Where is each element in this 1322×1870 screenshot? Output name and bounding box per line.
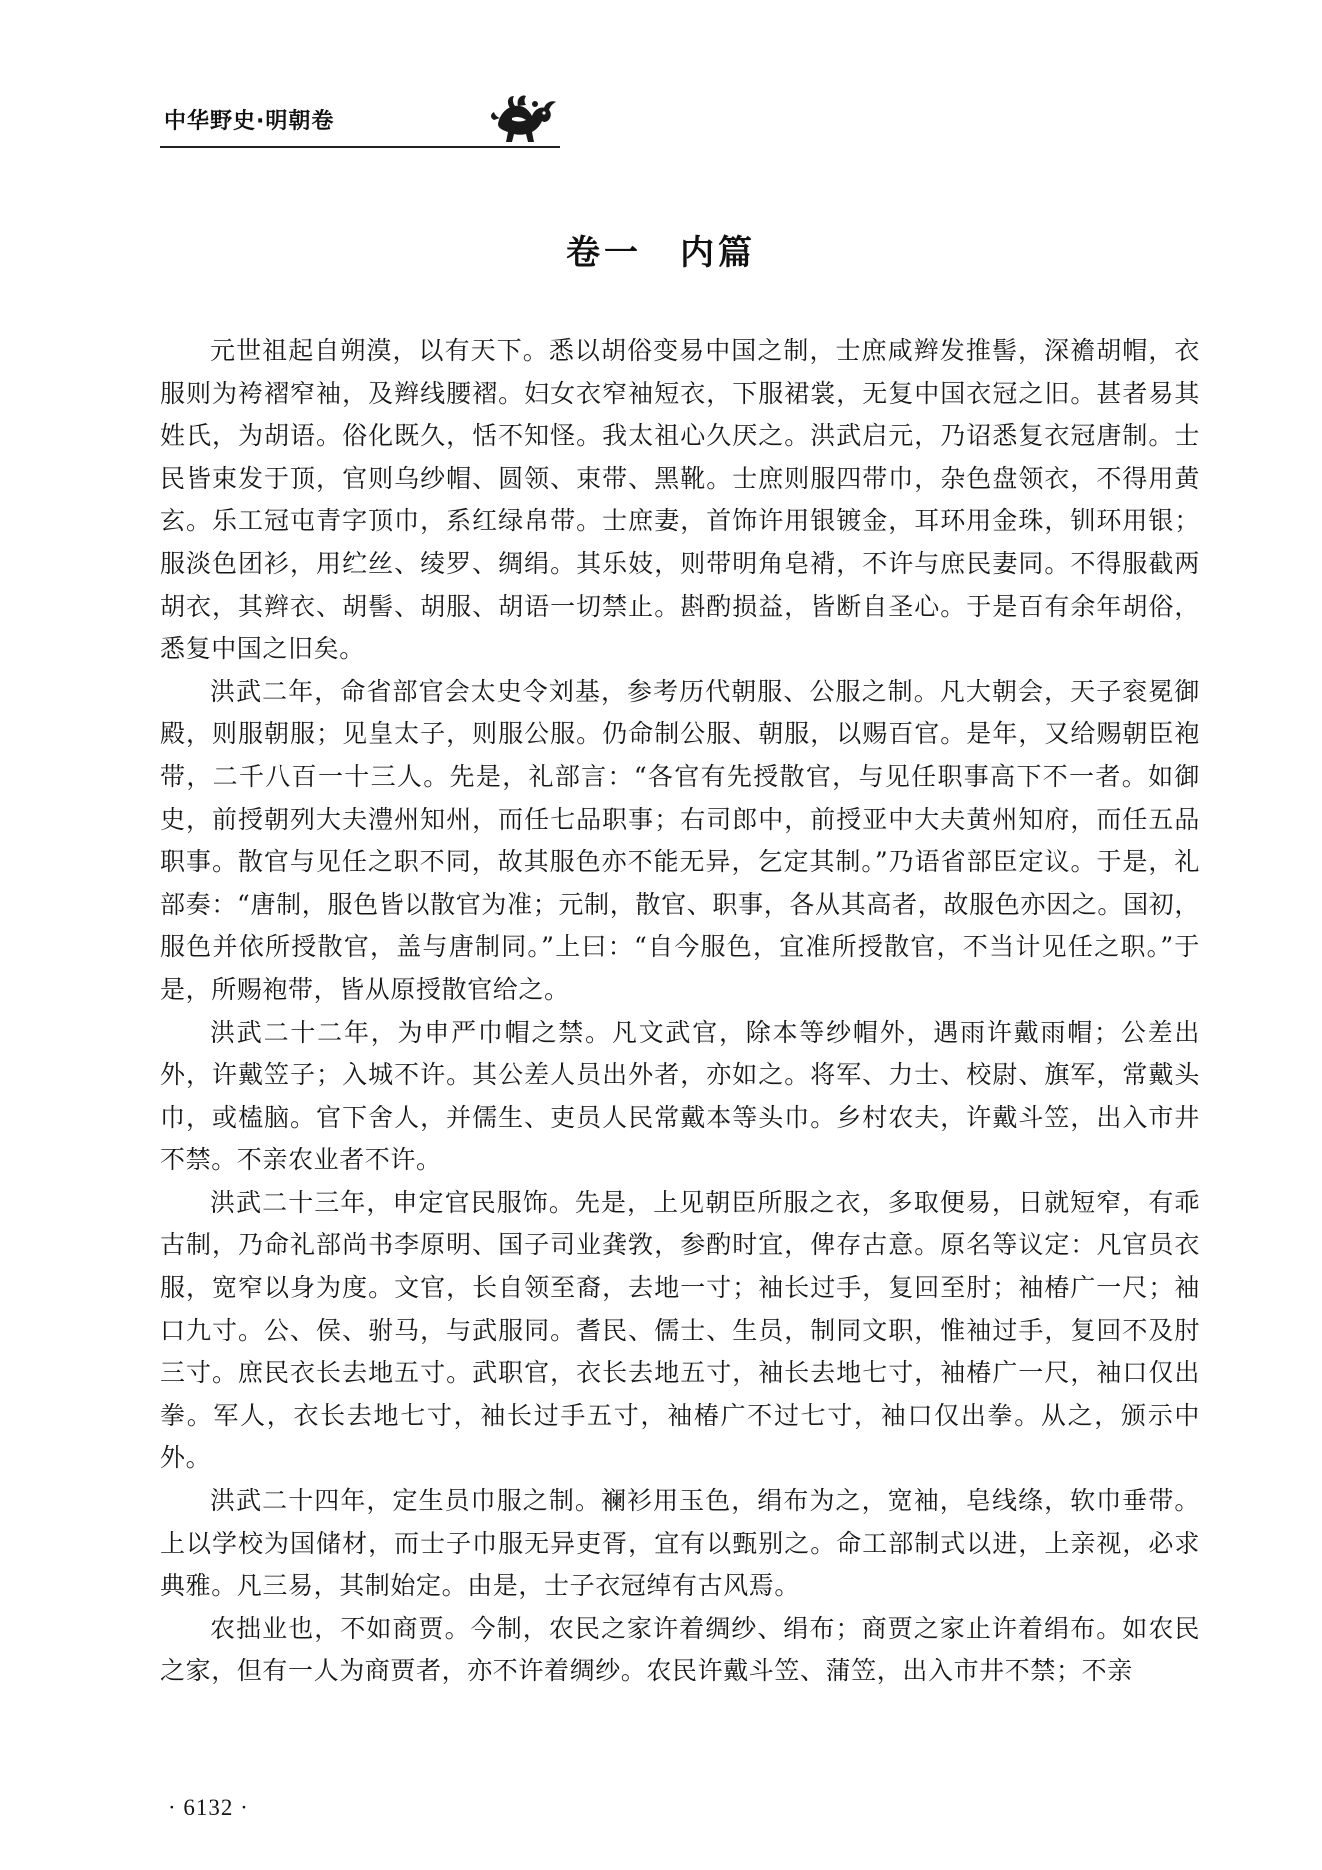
paragraph: 洪武二十二年，为申严巾帽之禁。凡文武官，除本等纱帽外，遇雨许戴雨帽；公差出外，许戴笠子；入城不许。其公差人员出外者，亦如之。将军、力士、校尉、旗军，常戴头巾，或榼脑。官下舍人，并儒生、吏员人民常戴本等头巾。乡村农夫，许戴斗笠，出入市井不禁。不亲农业者不许。: [160, 1017, 1200, 1175]
paragraph: 洪武二十四年，定生员巾服之制。襕衫用玉色，绢布为之，宽袖，皂线绦，软巾垂带。上以学校为国储材，而士子巾服无异吏胥，宜有以甄别之。命工部制式以进，上亲视，必求典雅。凡三易，其制始定。由是，士子衣冠绰有古风焉。: [160, 1486, 1200, 1601]
paragraph: 元世祖起自朔漠，以有天下。悉以胡俗变易中国之制，士庶咸辫发推髻，深襜胡帽，衣服则为袴褶窄袖，及辫线腰褶。妇女衣窄袖短衣，下服裙裳，无复中国衣冠之旧。甚者易其姓氏，为胡语。俗化既久，恬不知怪。我太祖心久厌之。洪武启元，乃诏悉复衣冠唐制。士民皆束发于顶，官则乌纱帽、圆领、束带、黑靴。士庶则服四带巾，杂色盘领衣，不得用黄玄。乐工冠屯青字顶巾，系红绿帛带。士庶妻，首饰许用银镀金，耳环用金珠，钏环用银；服淡色团衫，用纻丝、绫罗、绸绢。其乐妓，则带明角皂褙，不许与庶民妻同。不得服截两胡衣，其辫衣、胡髻、胡服、胡语一切禁止。斟酌损益，皆断自圣心。于是百有余年胡俗，悉复中国之旧矣。: [160, 336, 1200, 664]
body-text: [160, 330, 1200, 1693]
paragraph: 洪武二十三年，申定官民服饰。先是，上见朝臣所服之衣，多取便易，日就短窄，有乖古制，乃命礼部尚书李原明、国子司业龚敩，参酌时宜，俾存古意。原名等议定：凡官员衣服，宽窄以身为度。文官，长自领至裔，去地一寸；袖长过手，复回至肘；袖椿广一尺；袖口九寸。公、侯、驸马，与武服同。耆民、儒士、生员，制同文职，惟袖过手，复回不及肘三寸。庶民衣长去地五寸。武职官，衣长去地五寸，袖长去地七寸，袖椿广一尺，袖口仅出拳。军人，衣长去地七寸，袖长过手五寸，袖椿广不过七寸，袖口仅出拳。从之，颁示中外。: [160, 1187, 1200, 1473]
section-label: 内篇: [680, 233, 756, 273]
volume-label: 卷一: [566, 233, 642, 273]
chapter-title: [0, 225, 1322, 274]
paragraph: 洪武二年，命省部官会太史令刘基，参考历代朝服、公服之制。凡大朝会，天子衮冕御殿，则服朝服；见皇太子，则服公服。仍命制公服、朝服，以赐百官。是年，又给赐朝臣袍带，二千八百一十三人。先是，礼部言：“各官有先授散官，与见任职事高下不一者。如御史，前授朝列大夫澧州知州，而任七品职事；右司郎中，前授亚中大夫黄州知府，而任五品职事。散官与见任之职不同，故其服色亦不能无异，乞定其制。”乃语省部臣定议。于是，礼部奏：“唐制，服色皆以散官为准；元制，散官、职事，各从其高者，故服色亦因之。国初，服色并依所授散官，盖与唐制同。”上曰：“自今服色，宜准所授散官，不当计见任之职。”于是，所赐袍带，皆从原授散官给之。: [160, 676, 1200, 1004]
running-title: 中华野史·明朝卷: [164, 109, 335, 134]
page-number: · 6132 ·: [168, 1795, 249, 1820]
paragraph: 农拙业也，不如商贾。今制，农民之家许着绸纱、绢布；商贾之家止许着绢布。如农民之家，但有一人为商贾者，亦不许着绸纱。农民许戴斗笠、蒲笠，出入市井不禁；不亲: [160, 1613, 1200, 1686]
dragon-emblem-icon: [488, 90, 560, 148]
